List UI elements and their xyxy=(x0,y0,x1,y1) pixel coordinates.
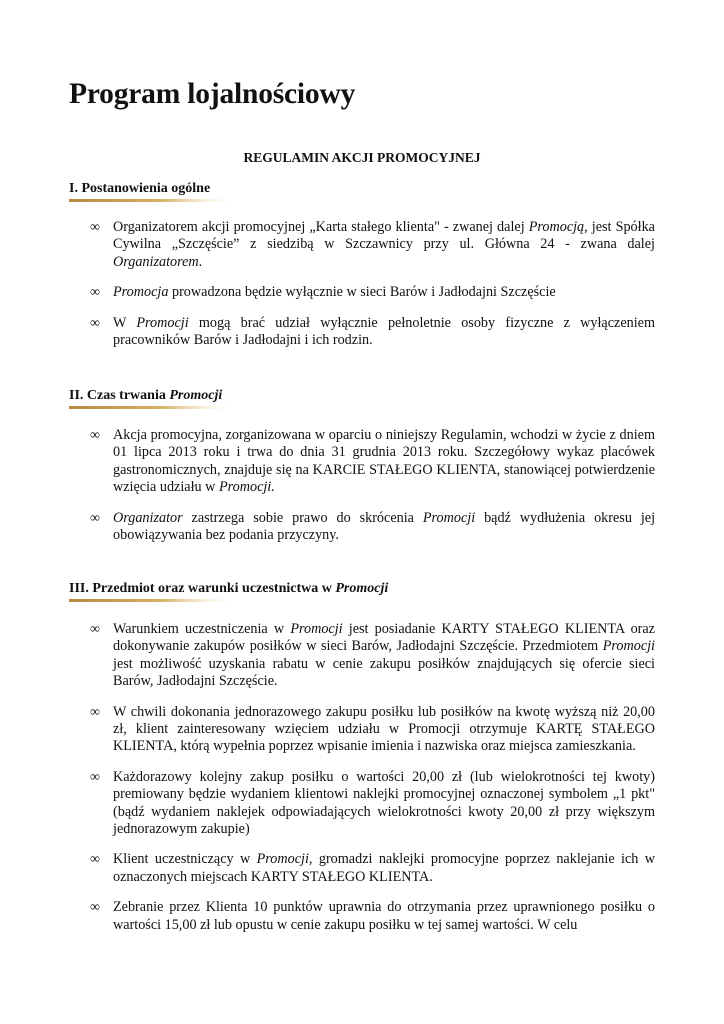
list-item-text xyxy=(113,769,655,837)
list-item xyxy=(92,899,655,934)
list-item xyxy=(92,704,655,756)
list-item-text xyxy=(113,315,655,348)
list-item xyxy=(92,769,655,839)
section-2-list xyxy=(92,427,655,557)
list-item-text xyxy=(113,704,655,755)
text-run: Każdorazowy kolejny zakup posiłku o wartości 20,00 zł (lub wielokrotności tej kwoty) premiowany będzie wydaniem klientowi naklejki promocyjnej oznaczonej symbolem „1 pkt" (bądź wydaniem naklejek odpowiadających wielokrotności kwoty 20,00 zł przy większym jednorazowym zakupie) xyxy=(113,768,655,838)
italic-run: Promocji xyxy=(422,509,476,526)
text-run: jest możliwość uzyskania rabatu w cenie zakupu posiłków znajdujących się ofercie sieci Barów, Jadłodajni Szczęście. xyxy=(113,655,655,690)
list-item-text xyxy=(113,219,655,270)
infinity-bullet-icon: ∞ xyxy=(90,220,100,235)
list-item-text xyxy=(113,851,655,884)
section-3-rule xyxy=(69,599,231,602)
section-3-heading xyxy=(69,580,388,598)
infinity-bullet-icon: ∞ xyxy=(90,622,100,637)
list-item xyxy=(92,219,655,271)
text-run: Warunkiem uczestniczenia w xyxy=(113,621,291,637)
text-run: Akcja promocyjna, zorganizowana w oparciu o niniejszy Regulamin, wchodzi w życie z dniem 01 lipca 2013 roku i trwa do dnia 31 grudnia 2013 roku. Szczegółowy wykaz placówek gastronomicznych, znajduje się na KARCIE STAŁEGO KLIENTA, stanowiącej potwierdzenie wzięcia udziału w xyxy=(113,427,655,496)
list-item xyxy=(92,284,655,301)
italic-run: Promocją xyxy=(528,219,585,235)
section-3-heading-italic: Promocji xyxy=(335,581,389,596)
text-run: Klient uczestniczący w xyxy=(113,851,257,868)
section-1-list xyxy=(92,219,655,362)
italic-run: Promocji. xyxy=(218,479,275,496)
infinity-bullet-icon: ∞ xyxy=(90,769,100,785)
text-run: prowadzona będzie wyłącznie w sieci Barów i Jadłodajni Szczęście xyxy=(168,284,556,301)
list-item xyxy=(92,315,655,350)
text-run: gromadzi naklejki promocyjne poprzez naklejanie ich w oznaczonych miejscach KARTY STAŁEGO KLIENTA. xyxy=(113,851,655,885)
italic-run: Promocji, xyxy=(256,851,313,868)
infinity-bullet-icon: ∞ xyxy=(90,315,100,331)
list-item-text xyxy=(113,621,655,689)
infinity-bullet-icon: ∞ xyxy=(90,900,100,916)
list-item-text xyxy=(113,427,655,495)
list-item-text xyxy=(113,899,655,932)
section-2-rule xyxy=(69,406,231,409)
list-item-text xyxy=(113,510,655,543)
section-3-list xyxy=(92,621,655,947)
infinity-bullet-icon: ∞ xyxy=(90,704,100,720)
text-run: , jest Spółka Cywilna „Szczęście” z siedzibą w Szczawnicy przy ul. Główna 24 - zwana dalej xyxy=(113,219,655,253)
list-item xyxy=(92,427,655,497)
text-run: W xyxy=(113,314,137,331)
infinity-bullet-icon: ∞ xyxy=(90,510,100,526)
list-item-text xyxy=(113,284,556,300)
text-run: Zebranie przez Klienta 10 punktów uprawnia do otrzymania przez uprawnionego posiłku o wartości 15,00 zł lub opustu w cenie zakupu posiłku w tej samej wartości. W celu xyxy=(113,899,655,933)
italic-run: Promocji xyxy=(136,314,189,331)
text-run: bądź wydłużenia okresu jej obowiązywania bez podania przyczyny. xyxy=(113,509,656,544)
section-1-rule xyxy=(69,199,231,202)
infinity-bullet-icon: ∞ xyxy=(90,852,100,868)
section-2-heading xyxy=(69,387,222,405)
text-run: mogą brać udział wyłącznie pełnoletnie osoby fizyczne z wyłączeniem pracowników Barów i Jadłodajni i ich rodzin. xyxy=(113,314,655,349)
section-2-heading-text: II. Czas trwania xyxy=(69,388,170,403)
italic-run: Promocja xyxy=(113,284,169,301)
text-run: W chwili dokonania jednorazowego zakupu posiłku lub posiłków na kwotę wyższą niż 20,00 zł, klient zainteresowany wzięciem udziału w Promocji otrzymuje KARTĘ STAŁEGO KLIENTA, którą wypełnia poprzez wpisanie imienia i nazwiska oraz miejsca zamieszkania. xyxy=(113,703,655,755)
section-1-heading: I. Postanowienia ogólne xyxy=(69,181,211,196)
section-3-heading-text: III. Przedmiot oraz warunki uczestnictwa w xyxy=(69,581,336,596)
text-run: . xyxy=(198,253,203,270)
infinity-bullet-icon: ∞ xyxy=(90,285,100,301)
italic-run: Promocji xyxy=(290,621,343,637)
italic-run: Organizator xyxy=(113,509,183,526)
document-title: Program lojalnościowy xyxy=(69,78,356,110)
italic-run: Organizatorem xyxy=(113,253,199,270)
regulamin-heading: REGULAMIN AKCJI PROMOCYJNEJ xyxy=(243,150,481,165)
section-2-heading-italic: Promocji xyxy=(169,388,223,403)
italic-run: Promocji xyxy=(602,638,655,655)
list-item xyxy=(92,851,655,886)
infinity-bullet-icon: ∞ xyxy=(90,428,100,443)
list-item xyxy=(92,621,655,691)
text-run: Organizatorem akcji promocyjnej „Karta stałego klienta" - zwanej dalej xyxy=(113,219,529,235)
text-run: zastrzega sobie prawo do skrócenia xyxy=(182,509,423,526)
list-item xyxy=(92,510,655,545)
text-run: jest posiadanie KARTY STAŁEGO KLIENTA oraz dokonywanie zakupów posiłków w sieci Barów, Jadłodajni Szczęście. Przedmiotem xyxy=(113,621,655,655)
